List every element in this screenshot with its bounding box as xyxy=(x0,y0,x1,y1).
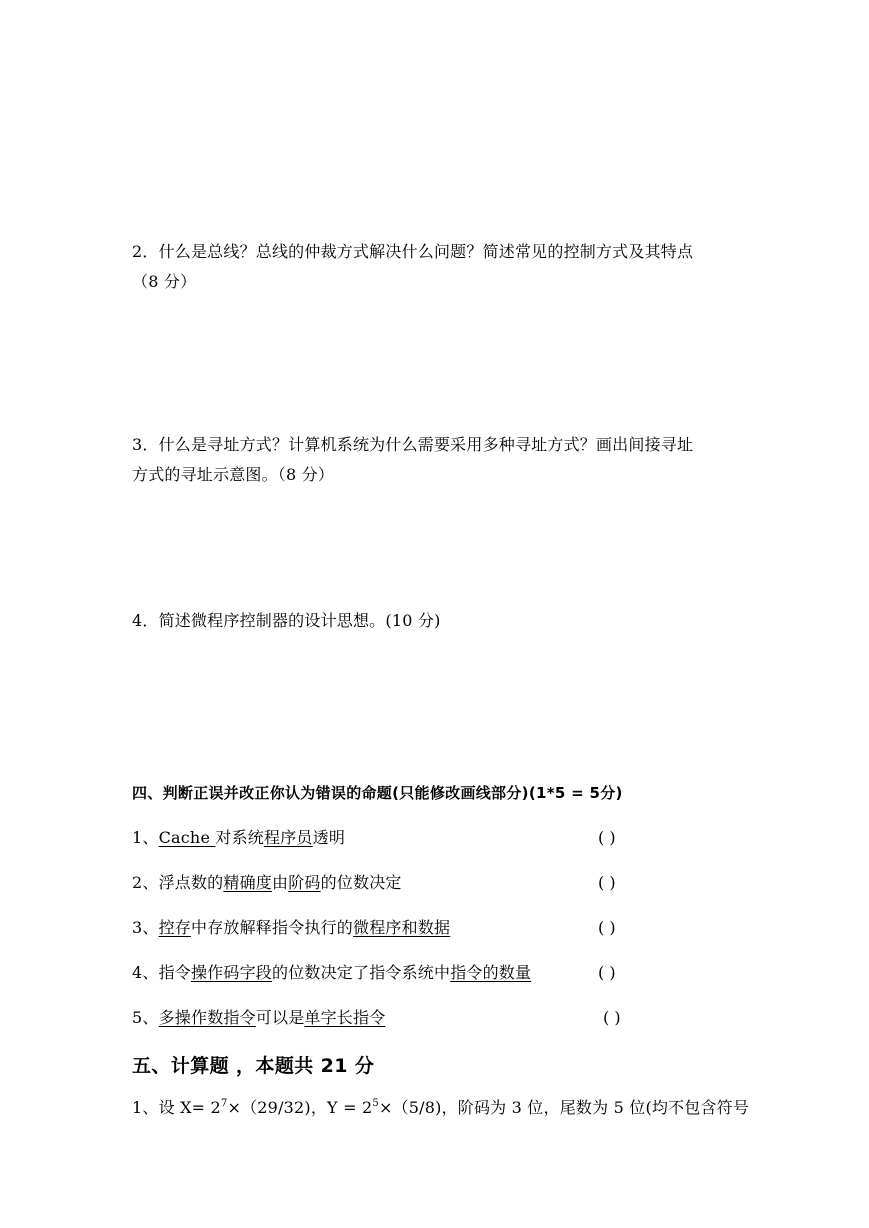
tf-item-underlined-part: 指令的数量 xyxy=(450,963,532,982)
calc-text: ×（29/32)，Y = 2 xyxy=(227,1098,373,1117)
answer-parentheses-2[interactable]: ( ) xyxy=(598,873,616,892)
exponent: 7 xyxy=(220,1097,228,1109)
tf-item-underlined-part: 精确度 xyxy=(223,873,272,892)
tf-item-2 xyxy=(132,872,402,894)
tf-item-3 xyxy=(132,917,450,939)
tf-item-1 xyxy=(132,827,345,849)
tf-item-underlined-part: 控存 xyxy=(158,918,191,937)
section-five-title: 五、计算题 ，本题共 21 分 xyxy=(132,1055,375,1077)
tf-item-underlined-part: 单字长指令 xyxy=(304,1008,386,1027)
tf-item-text: 由 xyxy=(272,873,289,892)
question-2-line-2: （8 分） xyxy=(132,272,197,291)
answer-parentheses-1[interactable]: ( ) xyxy=(598,828,616,847)
tf-item-prefix: 4、指令 xyxy=(132,963,191,982)
tf-item-text: 中存放解释指令执行的 xyxy=(191,918,354,937)
question-3-line-1: 3．什么是寻址方式？计算机系统为什么需要采用多种寻址方式？画出间接寻址 xyxy=(132,435,694,454)
tf-item-text: 的位数决定 xyxy=(320,873,402,892)
tf-item-prefix: 5、 xyxy=(132,1008,159,1027)
tf-item-prefix: 3、 xyxy=(132,918,159,937)
tf-item-prefix: 1、 xyxy=(132,828,159,847)
tf-item-text: 的位数决定了指令系统中 xyxy=(272,963,451,982)
answer-parentheses-5[interactable]: ( ) xyxy=(603,1008,621,1027)
calc-question-1 xyxy=(132,1097,749,1119)
calc-text: ×（5/8)，阶码为 3 位，尾数为 5 位(均不包含符号 xyxy=(378,1098,750,1117)
question-4-line-1: 4．简述微程序控制器的设计思想。(10 分) xyxy=(132,611,441,630)
tf-item-text: 透明 xyxy=(312,828,346,847)
exponent: 5 xyxy=(372,1097,379,1109)
tf-item-underlined-part: 阶码 xyxy=(288,873,321,892)
question-3-line-2: 方式的寻址示意图。（8 分） xyxy=(132,465,335,484)
tf-item-underlined-part: 操作码字段 xyxy=(190,963,272,982)
section-four-title: 四、判断正误并改正你认为错误的命题(只能修改画线部分)(1*5 = 5分) xyxy=(132,784,623,802)
answer-parentheses-4[interactable]: ( ) xyxy=(598,963,616,982)
question-2-line-1: 2．什么是总线？总线的仲裁方式解决什么问题？简述常见的控制方式及其特点 xyxy=(132,242,694,261)
tf-item-underlined-part: 微程序和数据 xyxy=(353,918,451,937)
tf-item-text: 可以是 xyxy=(255,1008,305,1027)
tf-item-underlined-part: Cache xyxy=(158,828,216,847)
tf-item-underlined-part: 多操作数指令 xyxy=(158,1008,256,1027)
tf-item-text: 对系统 xyxy=(215,828,265,847)
tf-item-5 xyxy=(132,1007,385,1029)
calc-text: 1、设 X= 2 xyxy=(132,1098,221,1117)
tf-item-prefix: 2、浮点数的 xyxy=(132,873,224,892)
tf-item-4 xyxy=(132,962,531,984)
answer-parentheses-3[interactable]: ( ) xyxy=(598,918,616,937)
tf-item-underlined-part: 程序员 xyxy=(264,828,313,847)
